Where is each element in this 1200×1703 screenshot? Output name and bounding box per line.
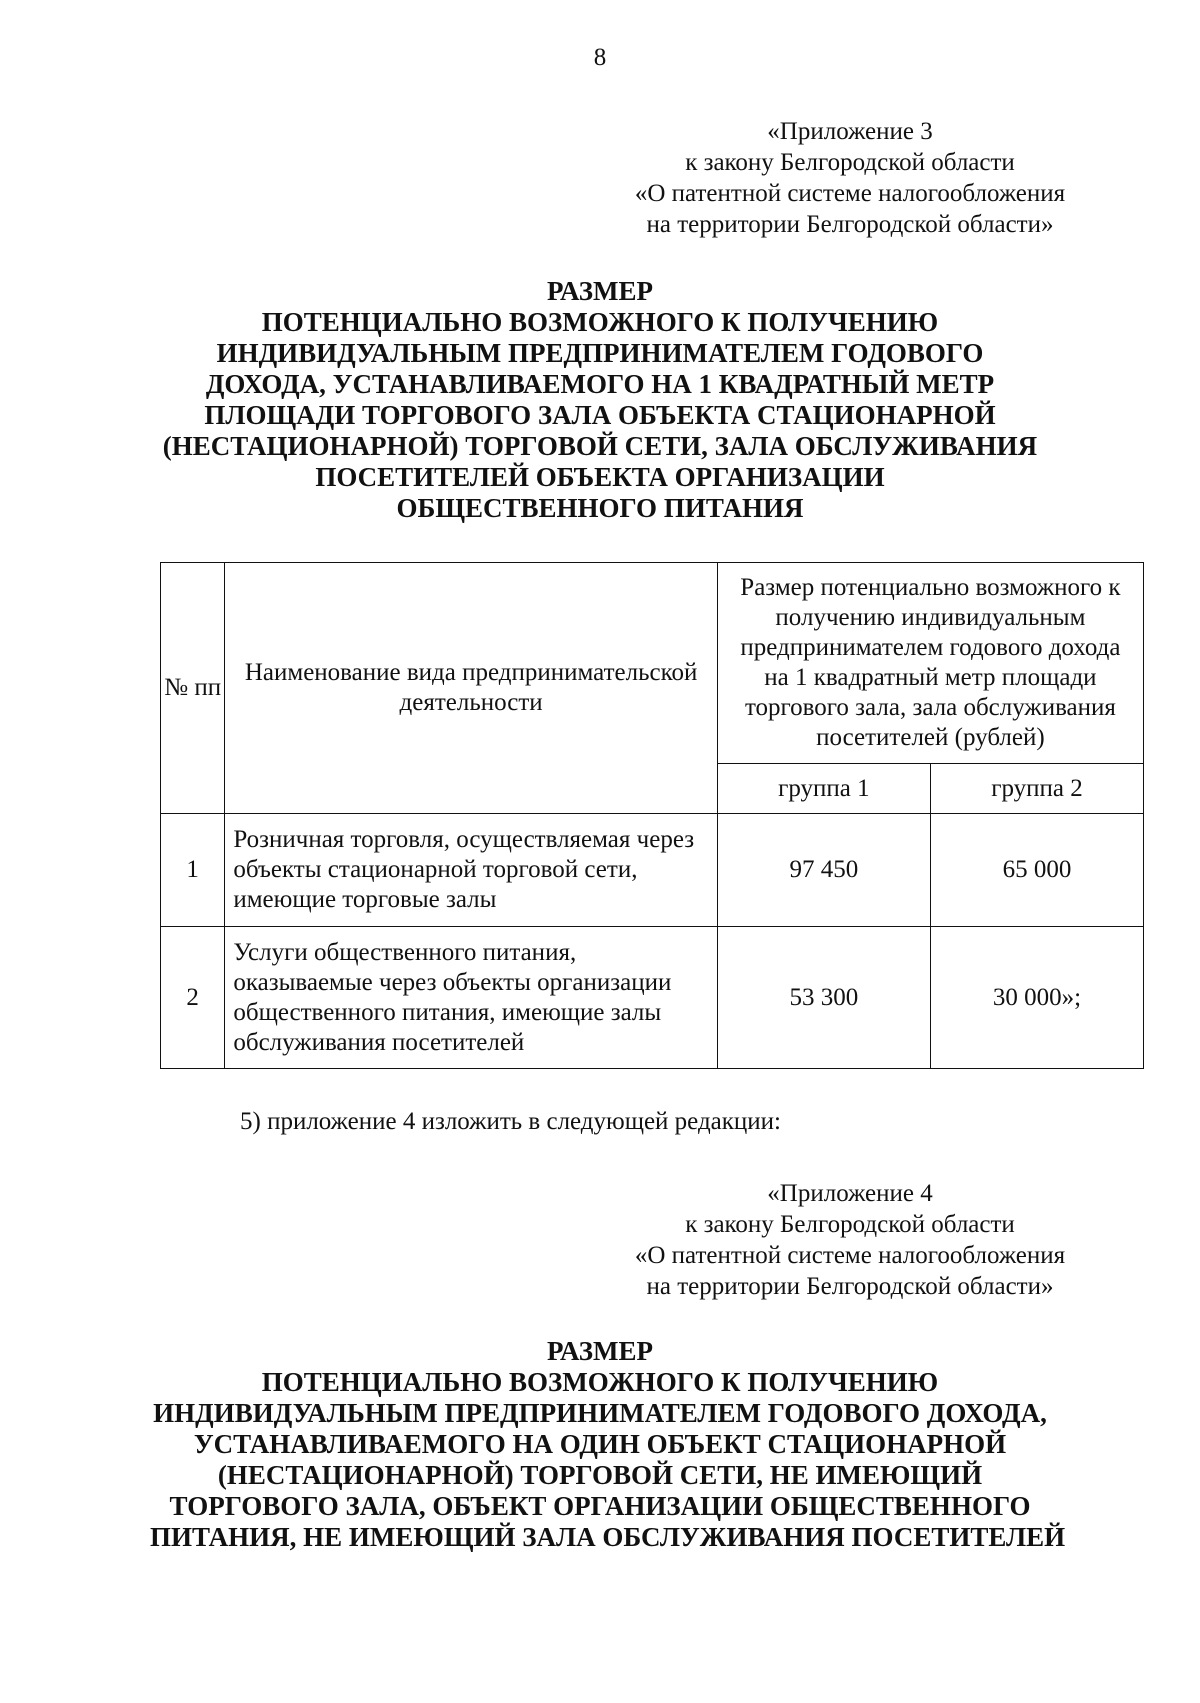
header-group-1: группа 1	[717, 764, 930, 814]
row-group-2-value: 65 000	[930, 814, 1143, 927]
table-header-row	[161, 563, 1144, 764]
row-group-1-value: 53 300	[717, 927, 930, 1069]
title-line: ИНДИВИДУАЛЬНЫМ ПРЕДПРИНИМАТЕЛЕМ ГОДОВОГО	[216, 338, 984, 368]
title-line: ПОСЕТИТЕЛЕЙ ОБЪЕКТА ОРГАНИЗАЦИИ	[315, 462, 885, 492]
appendix-3-line: к закону Белгородской области	[685, 149, 1015, 176]
title-line: (НЕСТАЦИОНАРНОЙ) ТОРГОВОЙ СЕТИ, НЕ ИМЕЮЩИЙ	[217, 1460, 983, 1490]
title-line: РАЗМЕР	[546, 276, 654, 306]
title-line: ПИТАНИЯ, НЕ ИМЕЮЩИЙ ЗАЛА ОБСЛУЖИВАНИЯ ПОСЕТИТЕЛЕЙ	[150, 1522, 1066, 1552]
page-number: 8	[593, 44, 607, 71]
header-num: № пп	[161, 563, 225, 814]
income-rates-table	[160, 562, 1144, 1069]
header-group-2: группа 2	[930, 764, 1143, 814]
title-line: УСТАНАВЛИВАЕМОГО НА ОДИН ОБЪЕКТ СТАЦИОНАРНОЙ	[193, 1429, 1007, 1459]
appendix-3-line: на территории Белгородской области»	[646, 211, 1054, 238]
amendment-instruction: 5) приложение 4 изложить в следующей редакции:	[240, 1108, 781, 1135]
title-line: ПОТЕНЦИАЛЬНО ВОЗМОЖНОГО К ПОЛУЧЕНИЮ	[261, 307, 939, 337]
title-line: ПОТЕНЦИАЛЬНО ВОЗМОЖНОГО К ПОЛУЧЕНИЮ	[261, 1367, 939, 1397]
table-row	[161, 814, 1144, 927]
appendix-4-heading	[570, 1178, 1130, 1302]
appendix-4-title	[150, 1336, 1066, 1553]
row-num: 2	[161, 927, 225, 1069]
appendix-4-line: к закону Белгородской области	[685, 1211, 1015, 1238]
appendix-3-title	[150, 276, 1050, 524]
row-activity-name: Услуги общественного питания, оказываемые через объекты организации общественного питания, имеющие залы обслуживания посетителей	[225, 927, 718, 1069]
appendix-4-line: на территории Белгородской области»	[646, 1273, 1054, 1300]
header-income-amount: Размер потенциально возможного к получению индивидуальным предпринимателем годового дохода на 1 квадратный метр площади торгового зала, зала обслуживания посетителей (рублей)	[717, 563, 1143, 764]
title-line: ОБЩЕСТВЕННОГО ПИТАНИЯ	[396, 493, 804, 523]
title-line: РАЗМЕР	[546, 1336, 654, 1366]
header-activity-name: Наименование вида предпринимательской деятельности	[225, 563, 718, 814]
row-group-1-value: 97 450	[717, 814, 930, 927]
table-row	[161, 927, 1144, 1069]
appendix-4-line: «О патентной системе налогообложения	[634, 1242, 1066, 1269]
row-group-2-value: 30 000»;	[930, 927, 1143, 1069]
title-line: ДОХОДА, УСТАНАВЛИВАЕМОГО НА 1 КВАДРАТНЫЙ МЕТР	[205, 369, 995, 399]
appendix-3-heading	[570, 116, 1130, 240]
appendix-4-line: «Приложение 4	[767, 1180, 933, 1207]
title-line: ПЛОЩАДИ ТОРГОВОГО ЗАЛА ОБЪЕКТА СТАЦИОНАРНОЙ	[204, 400, 996, 430]
row-num: 1	[161, 814, 225, 927]
title-line: ИНДИВИДУАЛЬНЫМ ПРЕДПРИНИМАТЕЛЕМ ГОДОВОГО ДОХОДА,	[153, 1398, 1047, 1428]
row-activity-name: Розничная торговля, осуществляемая через объекты стационарной торговой сети, имеющие торговые залы	[225, 814, 718, 927]
appendix-3-line: «О патентной системе налогообложения	[634, 180, 1066, 207]
title-line: (НЕСТАЦИОНАРНОЙ) ТОРГОВОЙ СЕТИ, ЗАЛА ОБСЛУЖИВАНИЯ	[162, 431, 1038, 461]
appendix-3-line: «Приложение 3	[767, 118, 933, 145]
title-line: ТОРГОВОГО ЗАЛА, ОБЪЕКТ ОРГАНИЗАЦИИ ОБЩЕСТВЕННОГО	[169, 1491, 1031, 1521]
